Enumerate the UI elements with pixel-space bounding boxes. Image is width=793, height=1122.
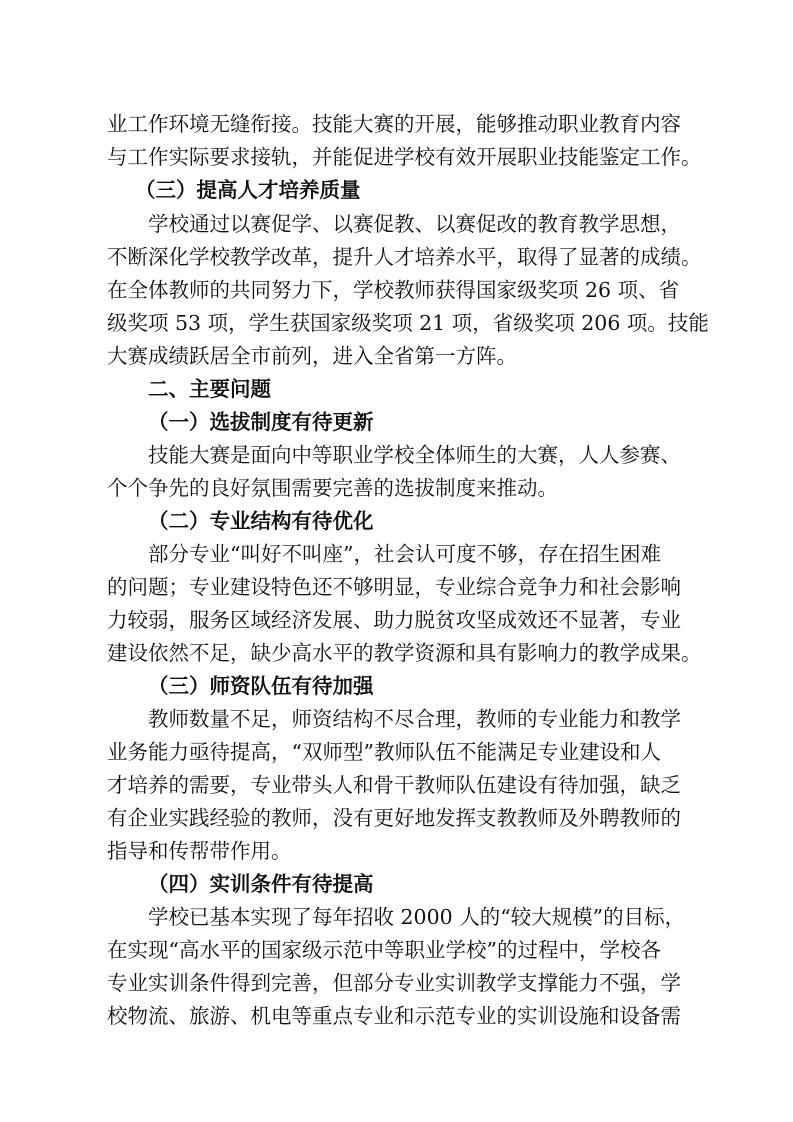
paragraph-line: 在全体教师的共同努力下，学校教师获得国家级奖项 26 项、省	[107, 278, 680, 302]
paragraph-line: 学校通过以赛促学、以赛促教、以赛促改的教育教学思想，	[148, 212, 681, 236]
paragraph-line: 的问题；专业建设特色还不够明显，专业综合竞争力和社会影响	[107, 575, 681, 599]
paragraph-line: 业工作环境无缝衔接。技能大赛的开展，能够推动职业教育内容	[107, 112, 681, 136]
paragraph-line: 业务能力亟待提高，“双师型”教师队伍不能满足专业建设和人	[107, 740, 661, 764]
section-heading: （三）师资队伍有待加强	[148, 674, 374, 698]
paragraph-line: 大赛成绩跃居全市前列，进入全省第一方阵。	[107, 344, 517, 368]
paragraph-line: 级奖项 53 项，学生获国家级奖项 21 项，省级奖项 206 项。技能	[107, 311, 709, 335]
paragraph-line: 学校已基本实现了每年招收 2000 人的“较大规模”的目标，	[148, 905, 686, 929]
paragraph-line: 专业实训条件得到完善，但部分专业实训教学支撑能力不强，学	[107, 971, 681, 995]
paragraph-line: 指导和传帮带作用。	[107, 839, 292, 863]
section-heading: （二）专业结构有待优化	[148, 509, 374, 533]
paragraph-line: 与工作实际要求接轨，并能促进学校有效开展职业技能鉴定工作。	[107, 145, 702, 169]
section-heading: （四）实训条件有待提高	[148, 872, 374, 896]
paragraph-line: 个个争先的良好氛围需要完善的选拔制度来推动。	[107, 476, 558, 500]
paragraph-line: 教师数量不足，师资结构不尽合理，教师的专业能力和教学	[148, 707, 681, 731]
chapter-heading: 二、主要问题	[148, 377, 271, 401]
section-heading: （三）提高人才培养质量	[135, 178, 361, 202]
paragraph-line: 校物流、旅游、机电等重点专业和示范专业的实训设施和设备需	[107, 1004, 681, 1028]
paragraph-line: 力较弱，服务区域经济发展、助力脱贫攻坚成效还不显著，专业	[107, 608, 681, 632]
paragraph-line: 技能大赛是面向中等职业学校全体师生的大赛，人人参赛、	[148, 443, 681, 467]
paragraph-line: 有企业实践经验的教师，没有更好地发挥支教教师及外聘教师的	[107, 806, 681, 830]
paragraph-line: 才培养的需要，专业带头人和骨干教师队伍建设有待加强，缺乏	[107, 773, 681, 797]
paragraph-line: 部分专业“叫好不叫座”，社会认可度不够，存在招生困难	[148, 542, 661, 566]
paragraph-line: 建设依然不足，缺少高水平的教学资源和具有影响力的教学成果。	[107, 641, 702, 665]
section-heading: （一）选拔制度有待更新	[148, 410, 374, 434]
paragraph-line: 在实现“高水平的国家级示范中等职业学校”的过程中，学校各	[107, 938, 661, 962]
paragraph-line: 不断深化学校教学改革，提升人才培养水平，取得了显著的成绩。	[107, 245, 702, 269]
